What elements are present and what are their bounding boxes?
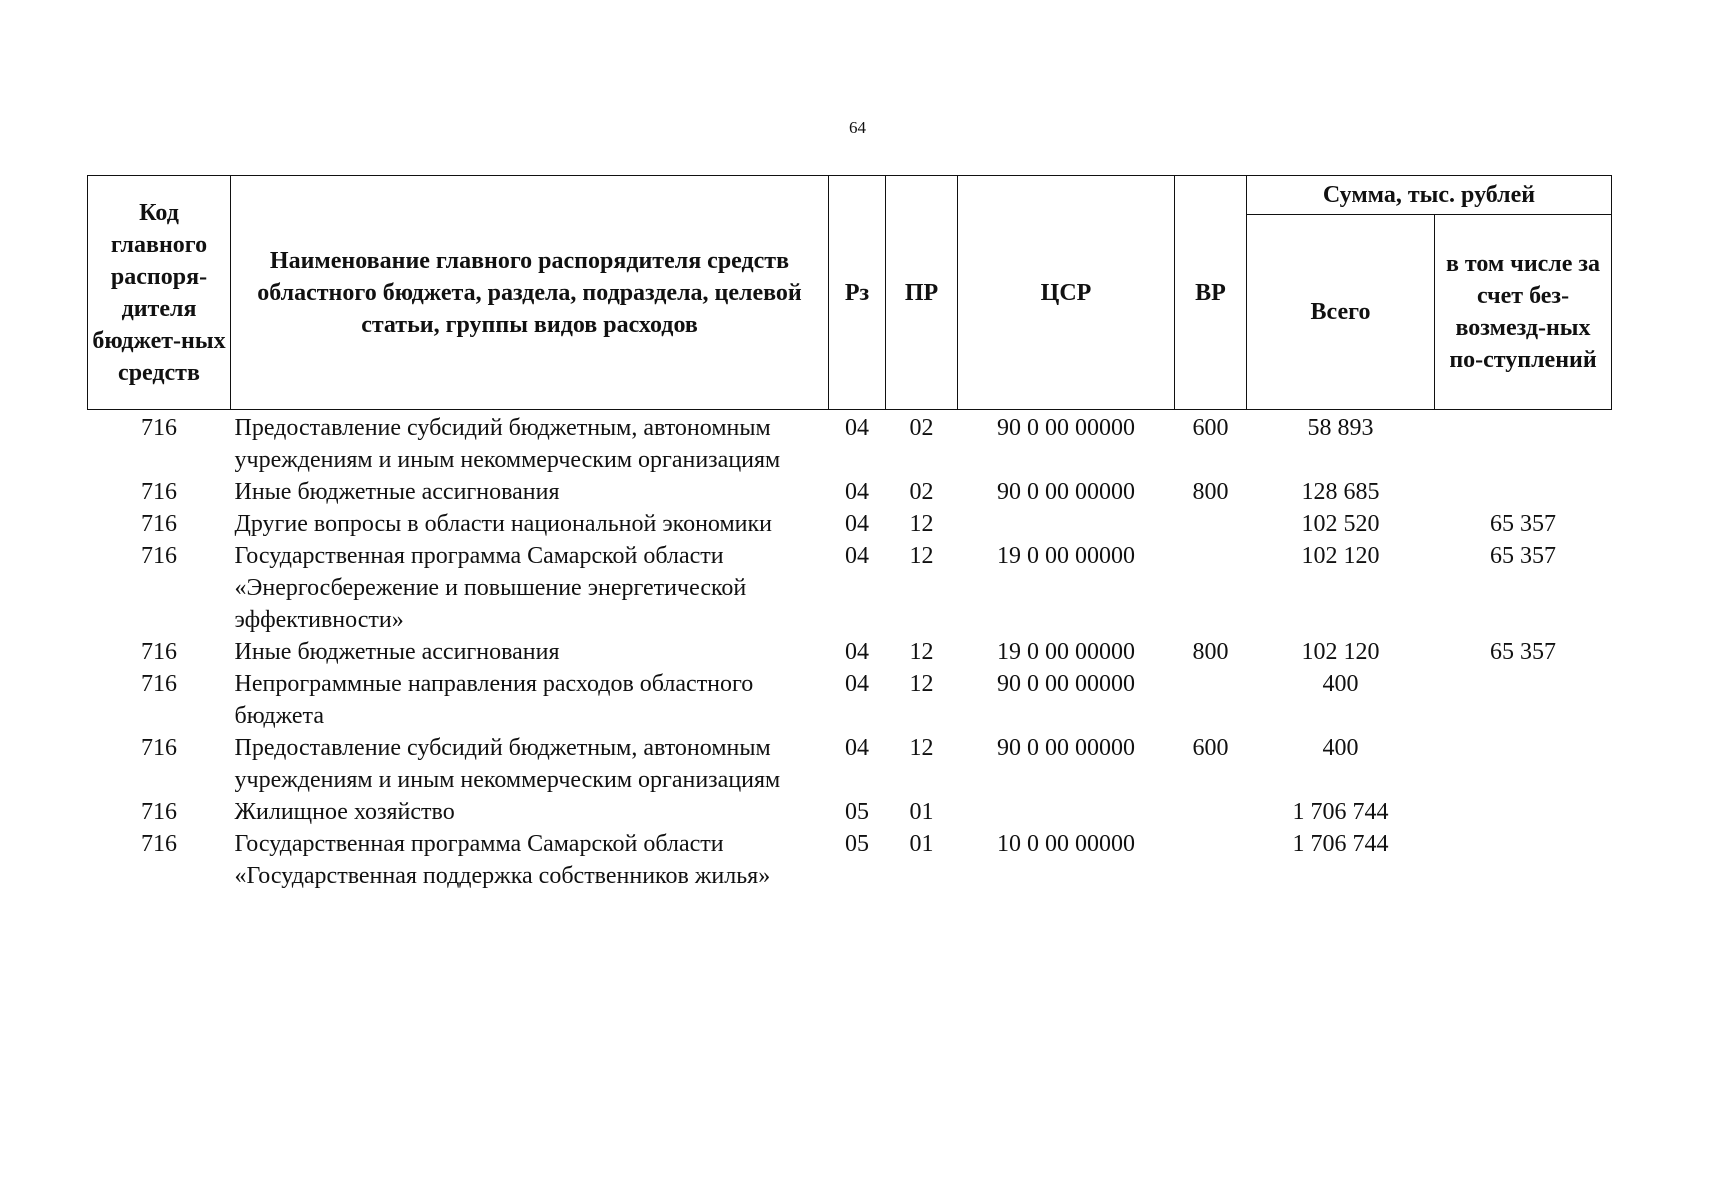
cell-pr: 12 — [909, 735, 934, 761]
cell-gratis — [1435, 476, 1612, 508]
cell-rz: 04 — [845, 479, 869, 505]
table-row — [88, 828, 1612, 892]
cell-code: 716 — [141, 479, 177, 505]
cell-vr: 600 — [1192, 735, 1229, 761]
cell-csr: 19 0 00 00000 — [997, 543, 1135, 569]
cell-pr: 12 — [909, 511, 934, 537]
cell-total: 102 120 — [1301, 639, 1380, 665]
cell-total: 400 — [1322, 735, 1359, 761]
cell-name: Иные бюджетные ассигнования — [234, 479, 560, 505]
cell-pr: 12 — [909, 543, 934, 569]
cell-gratis — [1435, 668, 1612, 732]
header-csr: ЦСР — [958, 176, 1175, 410]
cell-total: 1 706 744 — [1292, 831, 1389, 857]
cell-code: 716 — [141, 735, 177, 761]
budget-table — [87, 175, 1612, 892]
cell-vr — [1175, 668, 1247, 732]
cell-gratis — [1435, 410, 1612, 477]
header-vr: ВР — [1175, 176, 1247, 410]
table-row — [88, 732, 1612, 796]
cell-code: 716 — [141, 671, 177, 697]
cell-csr: 90 0 00 00000 — [997, 479, 1135, 505]
cell-pr: 02 — [909, 479, 934, 505]
cell-rz: 04 — [845, 511, 869, 537]
cell-name: Непрограммные направления расходов областного бюджета — [234, 671, 754, 729]
table-row — [88, 410, 1612, 477]
cell-code: 716 — [141, 543, 177, 569]
cell-vr — [1175, 796, 1247, 828]
table-header — [88, 176, 1612, 410]
header-sum: Сумма, тыс. рублей — [1247, 176, 1612, 215]
cell-vr — [1175, 508, 1247, 540]
table-body — [88, 410, 1612, 893]
header-gratis: в том числе за счет без-возмезд-ных по-ступлений — [1435, 215, 1612, 410]
cell-name: Государственная программа Самарской области «Государственная поддержка собственников жилья» — [234, 831, 771, 889]
cell-code: 716 — [141, 639, 177, 665]
cell-rz: 05 — [845, 799, 869, 825]
cell-gratis — [1435, 732, 1612, 796]
cell-gratis — [1435, 796, 1612, 828]
cell-code: 716 — [141, 799, 177, 825]
cell-gratis: 65 357 — [1490, 543, 1556, 569]
cell-rz: 04 — [845, 415, 869, 441]
table-row — [88, 636, 1612, 668]
cell-total: 1 706 744 — [1292, 799, 1389, 825]
table-row — [88, 540, 1612, 636]
cell-vr — [1175, 828, 1247, 892]
cell-name: Иные бюджетные ассигнования — [234, 639, 560, 665]
cell-name: Жилищное хозяйство — [234, 799, 455, 825]
cell-total: 102 120 — [1301, 543, 1380, 569]
cell-csr — [958, 508, 1175, 540]
header-name: Наименование главного распорядителя средств областного бюджета, раздела, подраздела, целевой статьи, группы видов расходов — [231, 176, 829, 410]
cell-name: Предоставление субсидий бюджетным, автономным учреждениям и иным некоммерческим организациям — [234, 735, 781, 793]
cell-code: 716 — [141, 511, 177, 537]
table-row — [88, 668, 1612, 732]
cell-rz: 04 — [845, 671, 869, 697]
cell-pr: 12 — [909, 671, 934, 697]
cell-pr: 01 — [909, 799, 934, 825]
cell-csr: 19 0 00 00000 — [997, 639, 1135, 665]
cell-code: 716 — [141, 415, 177, 441]
cell-name: Другие вопросы в области национальной экономики — [234, 511, 773, 537]
table-row — [88, 476, 1612, 508]
cell-gratis: 65 357 — [1490, 639, 1556, 665]
cell-gratis: 65 357 — [1490, 511, 1556, 537]
header-code: Код главного распоря-дителя бюджет-ных средств — [88, 176, 231, 410]
cell-vr — [1175, 540, 1247, 636]
cell-total: 400 — [1322, 671, 1359, 697]
cell-csr — [958, 796, 1175, 828]
header-rz: Рз — [829, 176, 886, 410]
cell-code: 716 — [141, 831, 177, 857]
cell-total: 102 520 — [1301, 511, 1380, 537]
cell-rz: 05 — [845, 831, 869, 857]
cell-vr: 800 — [1192, 639, 1229, 665]
cell-vr: 800 — [1192, 479, 1229, 505]
cell-csr: 90 0 00 00000 — [997, 415, 1135, 441]
cell-pr: 02 — [909, 415, 934, 441]
cell-csr: 10 0 00 00000 — [997, 831, 1135, 857]
cell-rz: 04 — [845, 639, 869, 665]
header-total: Всего — [1247, 215, 1435, 410]
cell-csr: 90 0 00 00000 — [997, 671, 1135, 697]
page-number: 64 — [849, 118, 866, 137]
cell-pr: 12 — [909, 639, 934, 665]
table-row — [88, 508, 1612, 540]
cell-vr: 600 — [1192, 415, 1229, 441]
header-pr: ПР — [886, 176, 958, 410]
table-row — [88, 796, 1612, 828]
cell-gratis — [1435, 828, 1612, 892]
cell-name: Предоставление субсидий бюджетным, автономным учреждениям и иным некоммерческим организациям — [234, 415, 781, 473]
cell-rz: 04 — [845, 543, 869, 569]
cell-rz: 04 — [845, 735, 869, 761]
cell-total: 58 893 — [1307, 415, 1374, 441]
cell-csr: 90 0 00 00000 — [997, 735, 1135, 761]
cell-pr: 01 — [909, 831, 934, 857]
cell-total: 128 685 — [1301, 479, 1380, 505]
cell-name: Государственная программа Самарской области «Энергосбережение и повышение энергетической эффективности» — [234, 543, 747, 633]
